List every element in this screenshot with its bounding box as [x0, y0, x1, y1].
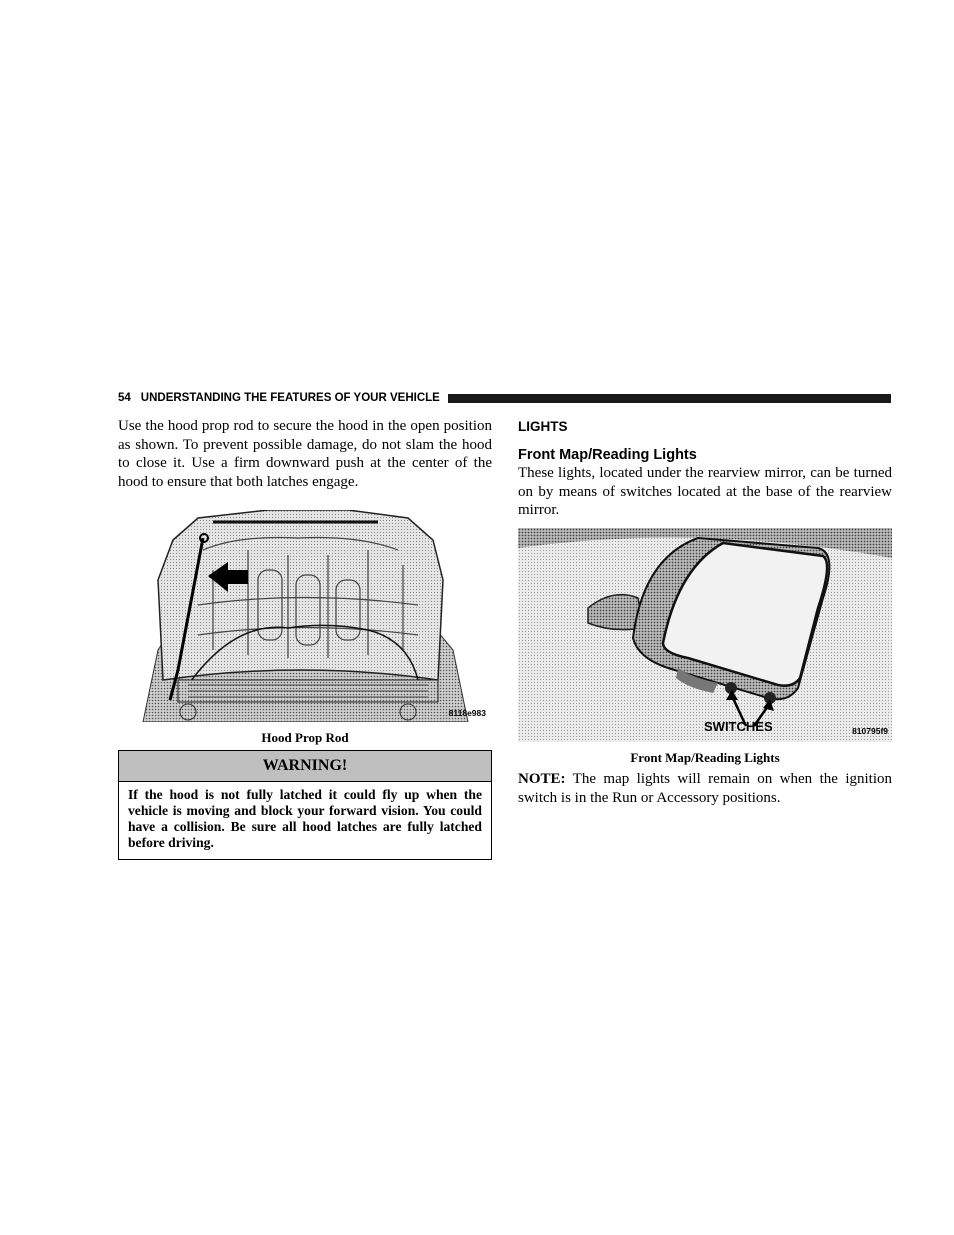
header-rule: [448, 394, 891, 403]
left-column: [118, 417, 492, 860]
warning-title: WARNING!: [119, 751, 491, 782]
figure-code: 8118e983: [448, 707, 486, 718]
switches-label: SWITCHES: [704, 719, 773, 735]
warning-text: If the hood is not fully latched it could fly up when the vehicle is moving and block your forward vision. You could have a collision. Be sure all hood latches are fully latched before driving.: [128, 786, 482, 850]
note-text: The map lights will remain on when the ignition switch is in the Run or Accessory positions.: [518, 771, 892, 806]
mirror-illustration: [518, 528, 892, 742]
subsection-heading: Front Map/Reading Lights: [518, 447, 697, 463]
figure-code: 810795f9: [852, 726, 888, 737]
hood-prop-rod-figure: [118, 510, 492, 722]
figure-caption: Hood Prop Rod: [261, 729, 349, 745]
section-heading: LIGHTS: [518, 419, 568, 434]
note-label: NOTE:: [518, 771, 566, 788]
map-lights-figure: [518, 528, 892, 742]
figure-caption: Front Map/Reading Lights: [630, 750, 780, 766]
hood-prop-paragraph: Use the hood prop rod to secure the hood in the open position as shown. To prevent possible damage, do not slam the hood to close it. Use a firm downward push at the center of the hood to ensure that both latches engage.: [118, 418, 492, 491]
section-title: UNDERSTANDING THE FEATURES OF YOUR VEHICLE: [140, 392, 440, 404]
right-column: [518, 417, 892, 808]
lights-paragraph: These lights, located under the rearview mirror, can be turned on by means of switches located at the base of the rearview mirror.: [518, 465, 892, 519]
note-paragraph: [518, 770, 892, 807]
page-number: 54: [118, 392, 131, 404]
running-header: [118, 390, 891, 406]
warning-box: [118, 750, 492, 860]
hood-illustration: [118, 510, 492, 722]
